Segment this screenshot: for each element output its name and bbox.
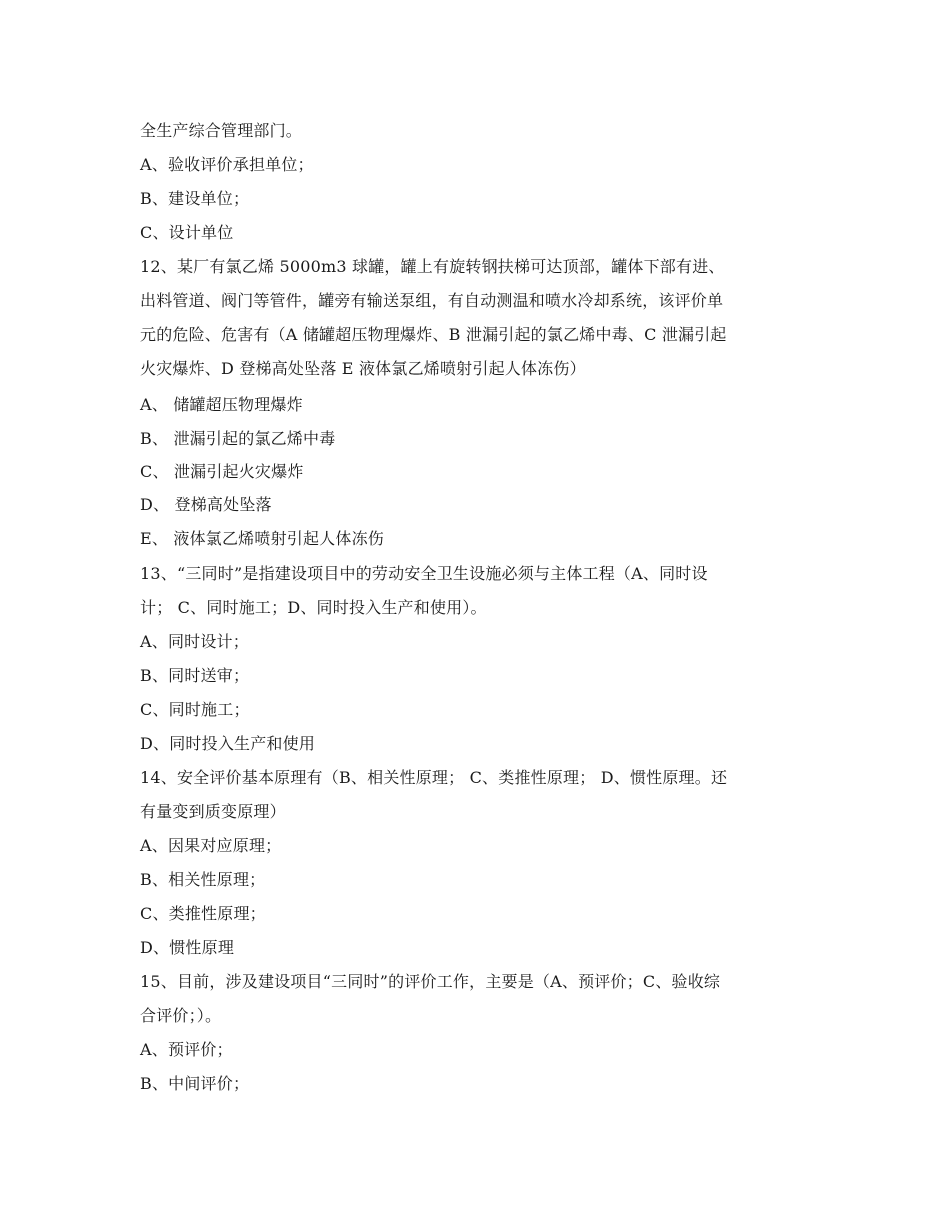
option-line: B、相关性原理； bbox=[140, 870, 266, 889]
question-13: 13、“三同时”是指建设项目中的劳动安全卫生设施必须与主体工程（A、同时设 bbox=[140, 564, 708, 583]
text-line: 火灾爆炸、D 登梯高处坠落 E 液体氯乙烯喷射引起人体冻伤） bbox=[140, 359, 586, 378]
text-line: 元的危险、危害有（A 储罐超压物理爆炸、B 泄漏引起的氯乙烯中毒、C 泄漏引起 bbox=[140, 325, 727, 344]
question-12: 12、某厂有氯乙烯 5000m3 球罐，罐上有旋转钢扶梯可达顶部，罐体下部有进、 bbox=[140, 257, 725, 276]
text-line: 计； C、同时施工；D、同时投入生产和使用）。 bbox=[140, 598, 487, 617]
option-line: A、验收评价承担单位； bbox=[140, 155, 314, 174]
option-line: A、同时设计； bbox=[140, 632, 249, 651]
option-line: D、同时投入生产和使用 bbox=[140, 734, 316, 753]
text-line: 合评价；）。 bbox=[140, 1006, 222, 1025]
text-line: 出料管道、阀门等管件，罐旁有输送泵组，有自动测温和喷水冷却系统，该评价单 bbox=[140, 291, 724, 310]
option-line: A、预评价； bbox=[140, 1040, 233, 1059]
option-line: D、 登梯高处坠落 bbox=[140, 495, 272, 514]
option-line: A、因果对应原理； bbox=[140, 836, 282, 855]
question-14: 14、安全评价基本原理有（B、相关性原理； C、类推性原理； D、惯性原理。还 bbox=[140, 768, 728, 787]
option-line: C、设计单位 bbox=[140, 223, 234, 242]
question-15: 15、目前，涉及建设项目“三同时”的评价工作，主要是（A、预评价；C、验收综 bbox=[140, 972, 721, 991]
option-line: B、同时送审； bbox=[140, 666, 250, 685]
option-line: C、 泄漏引起火灾爆炸 bbox=[140, 462, 304, 481]
option-line: C、同时施工； bbox=[140, 700, 250, 719]
option-line: C、类推性原理； bbox=[140, 904, 266, 923]
option-line: B、中间评价； bbox=[140, 1074, 250, 1093]
option-line: A、 储罐超压物理爆炸 bbox=[140, 395, 303, 414]
option-line: E、 液体氯乙烯喷射引起人体冻伤 bbox=[140, 529, 384, 548]
text-line: 有量变到质变原理） bbox=[140, 802, 286, 821]
option-line: B、建设单位； bbox=[140, 189, 250, 208]
option-line: B、 泄漏引起的氯乙烯中毒 bbox=[140, 429, 336, 448]
text-line: 全生产综合管理部门。 bbox=[140, 121, 303, 140]
option-line: D、惯性原理 bbox=[140, 938, 235, 957]
